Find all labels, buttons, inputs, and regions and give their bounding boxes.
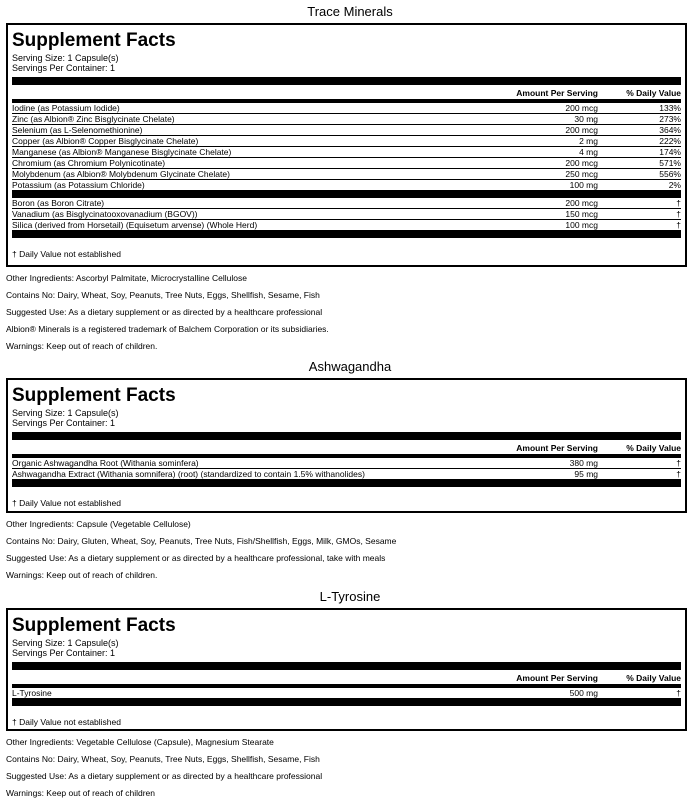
nutrient-row (12, 114, 681, 125)
divider-thick (12, 432, 681, 440)
nutrient-amount: 200 mcg (565, 158, 598, 168)
nutrient-amount: 100 mcg (565, 220, 598, 230)
nutrient-dv: 571% (659, 158, 681, 168)
facts-title: Supplement Facts (12, 615, 176, 636)
supplement-facts-panel (6, 378, 687, 513)
nutrient-dv: † (676, 198, 681, 208)
supplement-facts-panel (6, 608, 687, 731)
product-note: Contains No: Dairy, Wheat, Soy, Peanuts, Tree Nuts, Eggs, Shellfish, Sesame, Fish (6, 754, 320, 764)
product-note: Contains No: Dairy, Wheat, Soy, Peanuts, Tree Nuts, Eggs, Shellfish, Sesame, Fish (6, 290, 320, 300)
product-title: Ashwagandha (308, 359, 392, 374)
product-trace-minerals (0, 3, 700, 21)
nutrient-row (12, 158, 681, 169)
nutrient-amount: 4 mg (579, 147, 598, 157)
nutrient-row (12, 103, 681, 114)
divider-thick (12, 77, 681, 85)
nutrient-name: Iodine (as Potassium Iodide) (12, 103, 120, 113)
nutrient-list (12, 688, 681, 698)
footnote: † Daily Value not established (12, 498, 121, 508)
footnote: † Daily Value not established (12, 717, 121, 727)
nutrient-dv: † (676, 688, 681, 698)
nutrient-name: Molybdenum (as Albion® Molybdenum Glycinate Chelate) (12, 169, 230, 179)
dv-header: % Daily Value (626, 673, 681, 683)
product-notes (6, 270, 696, 355)
nutrient-row (12, 125, 681, 136)
product-note: Other Ingredients: Vegetable Cellulose (Capsule), Magnesium Stearate (6, 737, 274, 747)
nutrient-dv: 364% (659, 125, 681, 135)
divider-thick (12, 190, 681, 198)
divider-thick (12, 698, 681, 706)
nutrient-name: Manganese (as Albion® Manganese Bisglycinate Chelate) (12, 147, 232, 157)
product-note: Warnings: Keep out of reach of children. (6, 341, 158, 351)
nutrient-amount: 200 mcg (565, 103, 598, 113)
facts-title: Supplement Facts (12, 30, 176, 51)
supplement-facts-panel (6, 23, 687, 267)
nutrient-row (12, 136, 681, 147)
nutrient-row (12, 469, 681, 479)
product-notes (6, 516, 696, 584)
product-title: L-Tyrosine (319, 589, 381, 604)
nutrient-name: Silica (derived from Horsetail) (Equisetum arvense) (Whole Herd) (12, 220, 258, 230)
nutrient-row (12, 198, 681, 209)
nutrient-amount: 200 mcg (565, 198, 598, 208)
serving-size: Serving Size: 1 Capsule(s) (12, 53, 119, 63)
amount-header: Amount Per Serving (516, 88, 598, 98)
product-note: Other Ingredients: Capsule (Vegetable Cellulose) (6, 519, 191, 529)
nutrient-name: Boron (as Boron Citrate) (12, 198, 105, 208)
nutrient-dv: 133% (659, 103, 681, 113)
nutrient-name: L-Tyrosine (12, 688, 52, 698)
nutrient-dv: † (676, 469, 681, 479)
nutrient-list (12, 458, 681, 479)
nutrient-name: Potassium (as Potassium Chloride) (12, 180, 145, 190)
nutrient-row (12, 458, 681, 469)
nutrient-row (12, 209, 681, 220)
divider-thick (12, 662, 681, 670)
servings-per-container: Servings Per Container: 1 (12, 418, 116, 428)
nutrient-amount: 150 mcg (565, 209, 598, 219)
product-l-tyrosine (0, 588, 700, 606)
divider-thick (12, 479, 681, 487)
serving-size: Serving Size: 1 Capsule(s) (12, 638, 119, 648)
nutrient-name: Chromium (as Chromium Polynicotinate) (12, 158, 166, 168)
nutrient-amount: 2 mg (579, 136, 598, 146)
nutrient-amount: 500 mg (569, 688, 598, 698)
nutrient-name: Organic Ashwagandha Root (Withania sominfera) (12, 458, 199, 468)
nutrient-dv: 556% (659, 169, 681, 179)
product-note: Warnings: Keep out of reach of children. (6, 570, 158, 580)
nutrient-dv: 273% (659, 114, 681, 124)
facts-title: Supplement Facts (12, 385, 176, 406)
nutrient-list (12, 103, 681, 190)
dv-header: % Daily Value (626, 443, 681, 453)
servings-per-container: Servings Per Container: 1 (12, 63, 116, 73)
nutrient-row (12, 688, 681, 698)
product-note: Contains No: Dairy, Gluten, Wheat, Soy, Peanuts, Tree Nuts, Fish/Shellfish, Eggs, Milk, GMOs, Sesame (6, 536, 397, 546)
product-note: Other Ingredients: Ascorbyl Palmitate, Microcrystalline Cellulose (6, 273, 247, 283)
nutrient-dv: † (676, 458, 681, 468)
nutrient-name: Copper (as Albion® Copper Bisglycinate Chelate) (12, 136, 199, 146)
nutrient-amount: 380 mg (569, 458, 598, 468)
servings-per-container: Servings Per Container: 1 (12, 648, 116, 658)
nutrient-amount: 95 mg (574, 469, 598, 479)
nutrient-name: Zinc (as Albion® Zinc Bisglycinate Chelate) (12, 114, 175, 124)
nutrient-name: Vanadium (as Bisglycinatooxovanadium (BGOV)) (12, 209, 198, 219)
column-header (12, 442, 681, 454)
serving-size: Serving Size: 1 Capsule(s) (12, 408, 119, 418)
nutrient-list (12, 198, 681, 230)
product-ashwagandha (0, 358, 700, 376)
nutrient-row (12, 180, 681, 190)
nutrient-name: Ashwagandha Extract (Withania somnifera) (root) (standardized to contain 1.5% withanolides) (12, 469, 365, 479)
nutrient-dv: 2% (668, 180, 681, 190)
product-notes (6, 734, 696, 802)
nutrient-name: Selenium (as L-Selenomethionine) (12, 125, 143, 135)
column-header (12, 87, 681, 99)
divider-thick (12, 230, 681, 238)
dv-header: % Daily Value (626, 88, 681, 98)
nutrient-dv: † (676, 220, 681, 230)
nutrient-dv: † (676, 209, 681, 219)
nutrient-dv: 174% (659, 147, 681, 157)
product-note: Suggested Use: As a dietary supplement or as directed by a healthcare professional (6, 307, 323, 317)
nutrient-amount: 250 mcg (565, 169, 598, 179)
footnote: † Daily Value not established (12, 249, 121, 259)
product-note: Suggested Use: As a dietary supplement or as directed by a healthcare professional (6, 771, 323, 781)
nutrient-dv: 222% (659, 136, 681, 146)
amount-header: Amount Per Serving (516, 673, 598, 683)
product-note: Albion® Minerals is a registered trademark of Balchem Corporation or its subsidiaries. (6, 324, 329, 334)
nutrient-row (12, 147, 681, 158)
product-title: Trace Minerals (307, 4, 393, 19)
column-header (12, 672, 681, 684)
nutrient-amount: 100 mg (569, 180, 598, 190)
nutrient-row (12, 220, 681, 230)
nutrient-row (12, 169, 681, 180)
product-note: Suggested Use: As a dietary supplement or as directed by a healthcare professional, take with meals (6, 553, 386, 563)
nutrient-amount: 30 mg (574, 114, 598, 124)
amount-header: Amount Per Serving (516, 443, 598, 453)
product-note: Warnings: Keep out of reach of children (6, 788, 155, 798)
nutrient-amount: 200 mcg (565, 125, 598, 135)
